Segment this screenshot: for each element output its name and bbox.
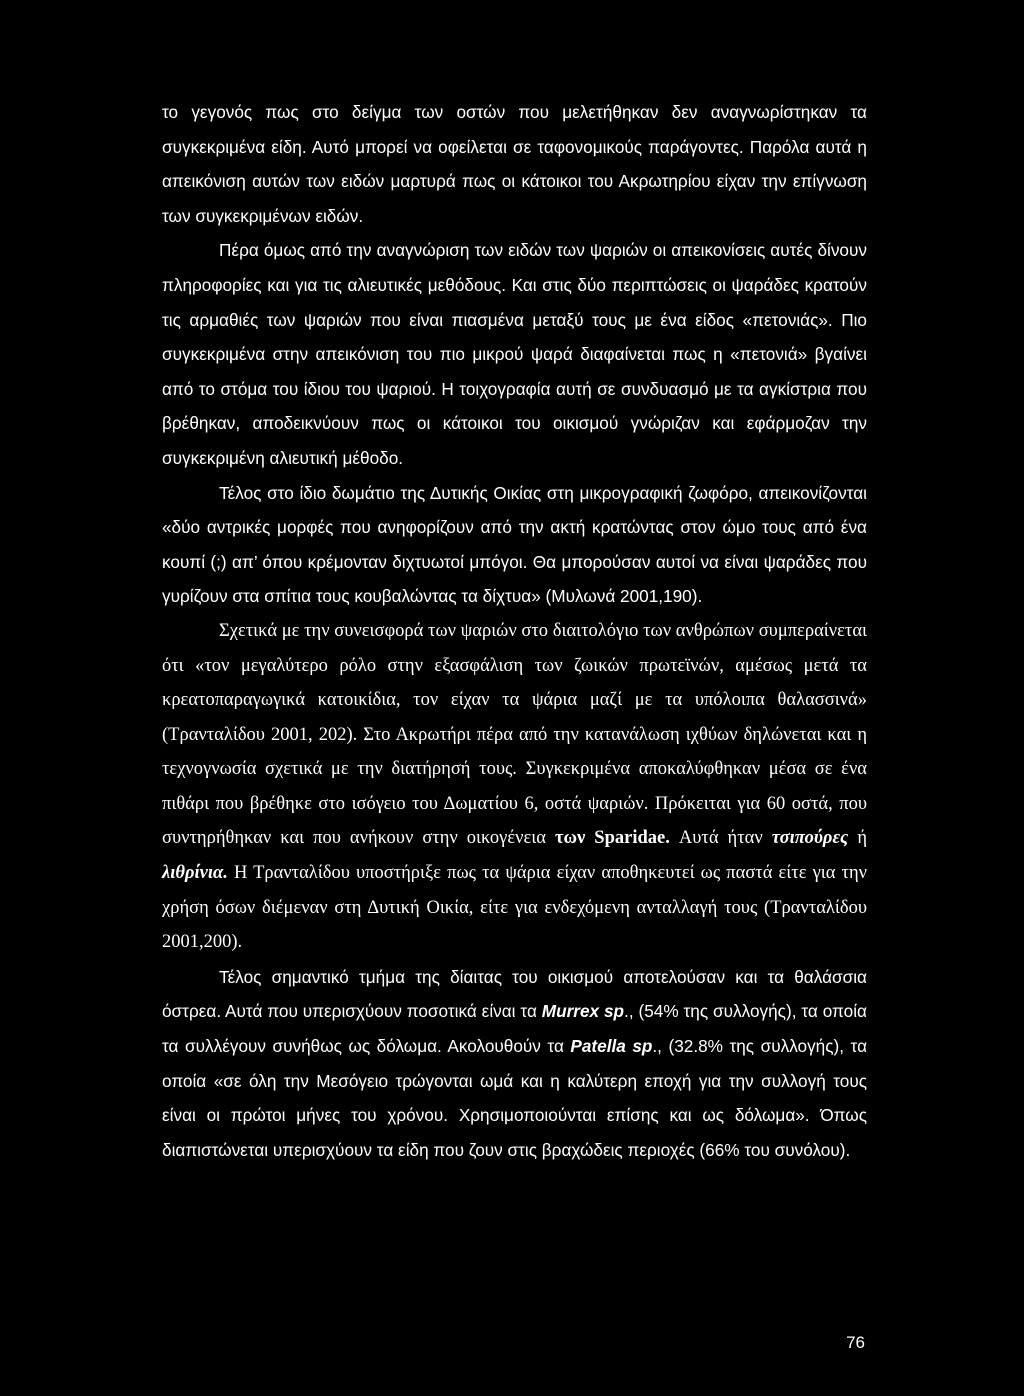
paragraph-4-text-3: ή: [848, 828, 867, 849]
family-name-sparidae: των Sparidae.: [554, 828, 670, 849]
paragraph-4-text-2: Αυτά ήταν: [669, 828, 772, 849]
paragraph-2: [162, 233, 867, 475]
page-number: 76: [846, 1333, 865, 1352]
paragraph-5-text-2: ., (54% της συλλογής), τα οποία τα συλλέγουν συνήθως ως δόλωμα. Ακολουθούν τα: [162, 1001, 867, 1057]
paragraph-5-text-1: Τέλος σημαντικό τμήμα της δίαιτας του οικισμού αποτελούσαν και τα θαλάσσια όστρεα. Αυτά που υπερισχύουν ποσοτικά είναι τα: [162, 966, 867, 1022]
paragraph-4: [162, 614, 867, 960]
paragraph-3: [162, 476, 867, 614]
paragraph-1-text: το γεγονός πως στο δείγμα των οστών που μελετήθηκαν δεν αναγνωρίστηκαν τα συγκεκριμένα είδη. Αυτό μπορεί να οφείλεται σε ταφονομικούς παράγοντες. Παρόλα αυτά η απεικόνιση αυτών των ειδών μαρτυρά πως οι κάτοικοι του Ακρωτηρίου είχαν την επίγνωση των συγκεκριμένων ειδών.: [162, 102, 867, 226]
paragraph-5-text-3: ., (32.8% της συλλογής), τα οποία «σε όλη την Μεσόγειο τρώγονται ωμά και η καλύτερη εποχή για την συλλογή τους είναι οι πρώτοι μήνες του χρόνου. Χρησιμοποιούνται επίσης και ως δόλωμα». Όπως διαπιστώνεται υπερισχύουν τα είδη που ζουν στις βραχώδεις περιοχές (66% του συνόλου).: [162, 1036, 868, 1160]
document-body: [162, 95, 867, 1167]
paragraph-5: [162, 960, 867, 1168]
species-name-tsipoures: τσιπούρες: [771, 828, 849, 849]
paragraph-4-text-1: Σχετικά με την συνεισφορά των ψαριών στο διαιτολόγιο των ανθρώπων συμπεραίνεται ότι «τον μεγαλύτερο ρόλο στην εξασφάλιση των ζωικών πρωτεϊνών, αμέσως μετά τα κρεατοπαραγωγικά κατοικίδια, τον είχαν τα ψάρια μαζί με τα υπόλοιπα θαλασσινά» (Τρανταλίδου 2001, 202). Στο Ακρωτήρι πέρα από την κατανάλωση ιχθύων δηλώνεται και η τεχνογνωσία σχετικά με την διατήρησή τους. Συγκεκριμένα αποκαλύφθηκαν μέσα σε ένα πιθάρι που βρέθηκε στο ισόγειο του Δωματίου 6, οστά ψαριών. Πρόκειται για 60 οστά, που συντηρήθηκαν και που ανήκουν στην οικογένεια: [162, 620, 867, 849]
species-name-lithrinia: λιθρίνια.: [162, 863, 228, 884]
paragraph-4-text-4: Η Τρανταλίδου υποστήριξε πως τα ψάρια είχαν αποθηκευτεί ως παστά είτε για την χρήση όσων διέμεναν στη Δυτική Οικία, είτε για ενδεχόμενη ανταλλαγή τους (Τρανταλίδου 2001,200).: [162, 863, 867, 953]
species-name-patella: Patella sp: [570, 1036, 653, 1057]
paragraph-1: [162, 95, 867, 233]
species-name-murrex: Murrex sp: [541, 1001, 625, 1022]
paragraph-2-text: Πέρα όμως από την αναγνώριση των ειδών των ψαριών οι απεικονίσεις αυτές δίνουν πληροφορίες και για τις αλιευτικές μεθόδους. Και στις δύο περιπτώσεις οι ψαράδες κρατούν τις αρμαθιές των ψαριών που είναι πιασμένα μεταξύ τους με ένα είδος «πετονιάς». Πιο συγκεκριμένα στην απεικόνιση του πιο μικρού ψαρά διαφαίνεται πως η «πετονιά» βγαίνει από το στόμα του ίδιου του ψαριού. Η τοιχογραφία αυτή σε συνδυασμό με τα αγκίστρια που βρέθηκαν, αποδεικνύουν πως οι κάτοικοι του οικισμού γνώριζαν και εφάρμοζαν την συγκεκριμένη αλιευτική μέθοδο.: [162, 240, 867, 468]
paragraph-3-text: Τέλος στο ίδιο δωμάτιο της Δυτικής Οικίας στη μικρογραφική ζωφόρο, απεικονίζονται «δύο αντρικές μορφές που ανηφορίζουν από την ακτή κρατώντας στον ώμο τους από ένα κουπί (;) απ’ όπου κρέμονταν διχτυωτοί μπόγοι. Θα μπορούσαν αυτοί να είναι ψαράδες που γυρίζουν στα σπίτια τους κουβαλώντας τα δίχτυα» (Μυλωνά 2001,190).: [162, 482, 867, 607]
